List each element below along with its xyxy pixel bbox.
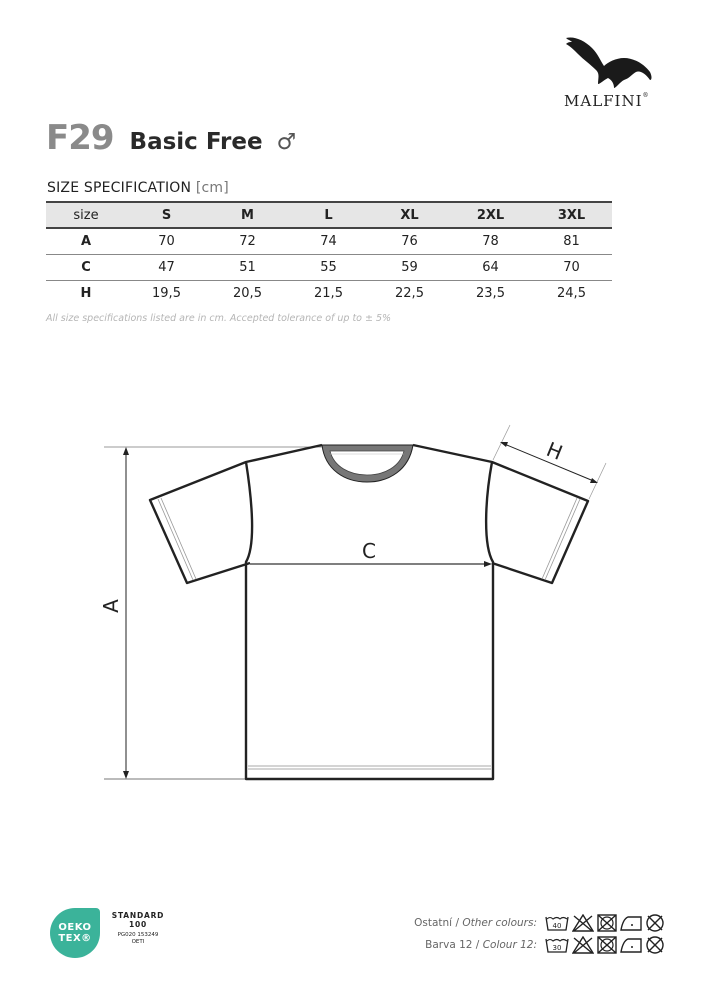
oeko-tex-badge [50,908,165,958]
table-cell: 64 [482,259,499,275]
row-label: C [81,259,91,275]
table-cell: 70 [158,233,175,249]
size-table [46,201,612,306]
table-cell: 47 [158,259,175,275]
care-instructions [414,912,665,956]
table-header: M [241,207,254,223]
row-label: A [80,233,92,249]
cert-code: PG020 153249 [117,932,159,938]
svg-text:30: 30 [552,944,562,952]
table-cell: 19,5 [152,285,181,301]
row-label: H [80,285,92,301]
care-row: Ostatní / Other colours: 40 [414,912,665,934]
table-header: XL [400,207,419,223]
table-cell: 76 [401,233,418,249]
table-cell: 20,5 [233,285,262,301]
table-cell: 72 [239,233,256,249]
label-h: H [543,436,567,465]
table-cell: 21,5 [314,285,343,301]
no-dry-clean-icon [645,936,665,954]
brand-logo [556,34,666,110]
product-title [46,118,296,158]
iron-low-icon [620,914,642,932]
table-row [46,280,612,306]
label-a: A [99,599,123,613]
no-dry-clean-icon [645,914,665,932]
product-code: F29 [46,118,114,158]
oeko-tex-logo: OEKO TEX® [50,908,100,958]
brand-name: MALFINI® [564,92,650,110]
table-cell: 24,5 [557,285,586,301]
table-header: 2XL [476,207,505,223]
table-cell: 59 [401,259,418,275]
table-cell: 78 [482,233,499,249]
no-bleach-icon [572,914,594,932]
table-header: L [324,207,333,223]
table-cell: 74 [320,233,337,249]
wash-icon [545,936,569,954]
no-tumble-dry-icon [597,936,617,954]
table-cell: 51 [239,259,256,275]
table-row [46,254,612,280]
table-cell: 55 [320,259,337,275]
product-name: Basic Free [129,129,263,155]
care-row: Barva 12 / Colour 12: 30 [414,934,665,956]
standard-label: STANDARD [111,911,165,920]
svg-text:40: 40 [552,922,562,930]
standard-number: 100 [128,920,148,929]
label-c: C [362,539,376,563]
tshirt-diagram [0,400,707,800]
table-header: size [73,207,99,223]
table-cell: 81 [563,233,580,249]
cert-institute: OETI [131,939,145,945]
iron-low-icon [620,936,642,954]
no-tumble-dry-icon [597,914,617,932]
table-cell: 23,5 [476,285,505,301]
male-icon: ♂ [276,130,297,155]
no-bleach-icon [572,936,594,954]
table-header: S [161,207,172,223]
table-header: 3XL [557,207,586,223]
table-row [46,228,612,254]
tolerance-note: All size specifications listed are in cm. Accepted tolerance of up to ± 5% [46,313,392,324]
eagle-icon [564,34,656,88]
table-cell: 70 [563,259,580,275]
table-cell: 22,5 [395,285,424,301]
table-header-row [46,202,612,228]
size-spec-heading: SIZE SPECIFICATION [cm] [47,180,229,196]
wash-icon [545,914,569,932]
